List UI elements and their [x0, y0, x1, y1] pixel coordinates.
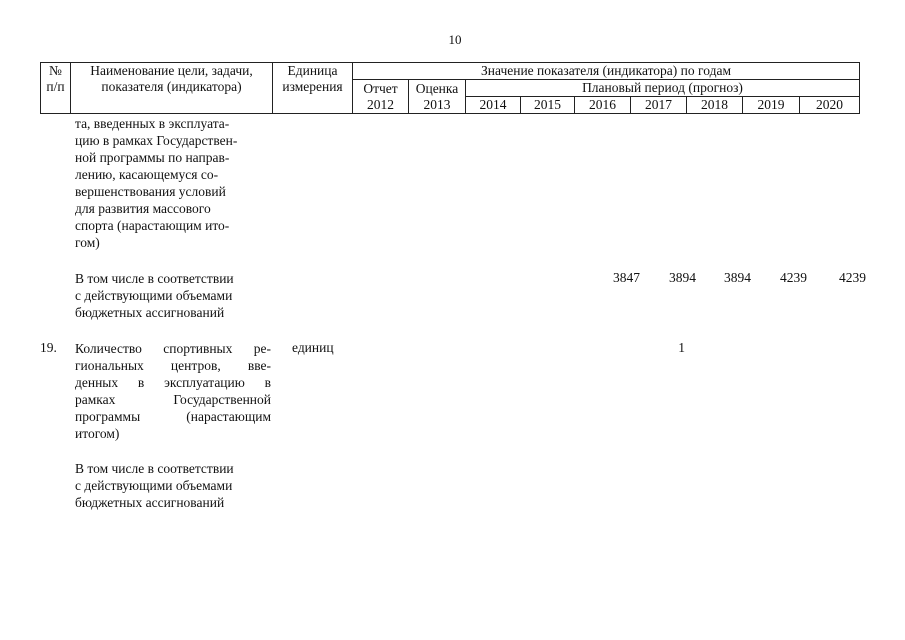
row-19-line: программы (нарастающим: [75, 409, 271, 424]
header-unit-line-1: Единица: [287, 63, 338, 78]
header-year-2015: 2015: [521, 97, 575, 114]
value-2016: 3847: [613, 270, 640, 285]
sub-row-line: В том числе в соответствии: [75, 461, 234, 476]
sub-row-line: с действующими объемами: [75, 288, 233, 303]
continuation-line: спорта (нарастающим ито-: [75, 218, 230, 233]
row-19-text: [75, 340, 271, 442]
header-estimate-cell: [409, 80, 466, 114]
header-number-label: №: [49, 63, 62, 78]
continuation-line: вершенствования условий: [75, 184, 226, 199]
row-19-line: гиональных центров, вве-: [75, 358, 271, 373]
table-header: [40, 62, 860, 114]
page-number: 10: [448, 32, 462, 47]
header-name-cell: [71, 63, 273, 114]
header-plan-title: Плановый период (прогноз): [466, 80, 860, 97]
continuation-line: гом): [75, 235, 100, 250]
sub-row-line: бюджетных ассигнований: [75, 305, 225, 320]
value-2017: 3894: [669, 270, 696, 285]
continuation-line: лению, касающемуся со-: [75, 167, 219, 182]
header-year-2014: 2014: [466, 97, 521, 114]
sub-row-line: В том числе в соответствии: [75, 271, 234, 286]
continuation-line: та, введенных в эксплуата-: [75, 116, 230, 131]
header-report-year: 2012: [367, 96, 394, 112]
header-estimate-year: 2013: [423, 96, 451, 112]
header-year-2020: 2020: [800, 97, 860, 114]
continuation-line: для развития массового: [75, 201, 211, 216]
header-unit-cell: [273, 63, 353, 114]
header-number-sublabel: п/п: [46, 79, 65, 94]
row-19-line: рамках Государственной: [75, 392, 271, 407]
header-name-line-1: Наименование цели, задачи,: [90, 63, 253, 78]
row-19-line: денных в эксплуатацию в: [75, 375, 271, 390]
header-year-2017: 2017: [631, 97, 687, 114]
sub-row-line: бюджетных ассигнований: [75, 495, 225, 510]
sub-row-line: с действующими объемами: [75, 478, 233, 493]
header-year-2019: 2019: [743, 97, 800, 114]
header-name-line-2: показателя (индикатора): [101, 79, 242, 94]
header-estimate-label: Оценка: [415, 80, 459, 96]
continuation-line: ной программы по направ-: [75, 150, 230, 165]
continuation-text: [75, 115, 237, 251]
row-19-value-2017: 1: [678, 340, 685, 355]
header-report-cell: [353, 80, 409, 114]
row-number: 19.: [40, 340, 57, 355]
header-report-label: Отчет: [363, 80, 398, 96]
continuation-line: цию в рамках Государствен-: [75, 133, 238, 148]
row-19-line: Количество спортивных ре-: [75, 341, 271, 356]
value-2019: 4239: [780, 270, 807, 285]
header-number-cell: [41, 63, 71, 114]
sub-row-2-text: [75, 460, 234, 511]
header-year-2016: 2016: [575, 97, 631, 114]
sub-row-1-text: [75, 270, 234, 321]
value-2020: 4239: [839, 270, 866, 285]
header-unit-line-2: измерения: [282, 79, 343, 94]
value-2018: 3894: [724, 270, 751, 285]
header-year-2018: 2018: [687, 97, 743, 114]
row-19-unit: единиц: [292, 340, 334, 355]
header-values-title: Значение показателя (индикатора) по годам: [353, 63, 860, 80]
row-19-line: итогом): [75, 426, 120, 441]
